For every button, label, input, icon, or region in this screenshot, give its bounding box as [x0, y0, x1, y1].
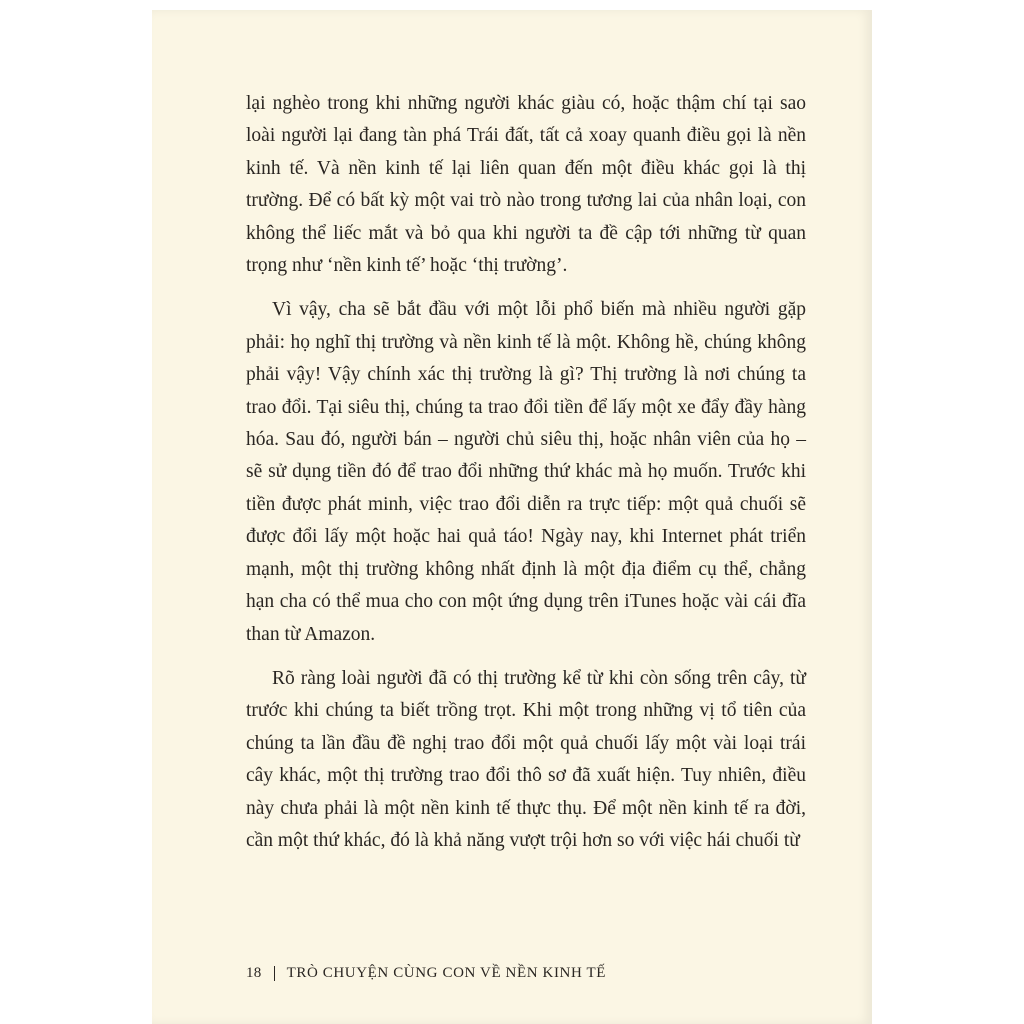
paragraph-2: Vì vậy, cha sẽ bắt đầu với một lỗi phổ biến mà nhiều người gặp phải: họ nghĩ thị trường và nền kinh tế là một. Không hề, chúng không phải vậy! Vậy chính xác thị trường là gì? Thị trường là nơi chúng ta trao đổi. Tại siêu thị, chúng ta trao đổi tiền để lấy một xe đẩy đầy hàng hóa. Sau đó, người bán – người chủ siêu thị, hoặc nhân viên của họ – sẽ sử dụng tiền đó để trao đổi những thứ khác mà họ muốn. Trước khi tiền được phát minh, việc trao đổi diễn ra trực tiếp: một quả chuối sẽ được đổi lấy một hoặc hai quả táo! Ngày nay, khi Internet phát triển mạnh, một thị trường không nhất định là một địa điểm cụ thể, chẳng hạn cha có thể mua cho con một ứng dụng trên iTunes hoặc vài cái đĩa than từ Amazon.	[246, 299, 806, 645]
page-number: 18	[246, 965, 262, 981]
paragraph-1: lại nghèo trong khi những người khác giàu có, hoặc thậm chí tại sao loài người lại đang tàn phá Trái đất, tất cả xoay quanh điều gọi là nền kinh tế. Và nền kinh tế lại liên quan đến một điều khác gọi là thị trường. Để có bất kỳ một vai trò nào trong tương lai của nhân loại, con không thể liếc mắt và bỏ qua khi người ta đề cập tới những từ quan trọng như ‘nền kinh tế’ hoặc ‘thị trường’.	[246, 93, 806, 277]
body-text	[246, 88, 806, 869]
page-footer	[246, 965, 606, 982]
book-page	[152, 10, 872, 1024]
running-title: TRÒ CHUYỆN CÙNG CON VỀ NỀN KINH TẾ	[286, 965, 607, 981]
paragraph-3: Rõ ràng loài người đã có thị trường kể từ khi còn sống trên cây, từ trước khi chúng ta biết trồng trọt. Khi một trong những vị tổ tiên của chúng ta lần đầu đề nghị trao đổi một quả chuối lấy một vài loại trái cây khác, một thị trường trao đổi thô sơ đã xuất hiện. Tuy nhiên, điều này chưa phải là một nền kinh tế thực thụ. Để một nền kinh tế ra đời, cần một thứ khác, đó là khả năng vượt trội hơn so với việc hái chuối từ	[246, 667, 806, 851]
footer-separator	[274, 966, 275, 981]
